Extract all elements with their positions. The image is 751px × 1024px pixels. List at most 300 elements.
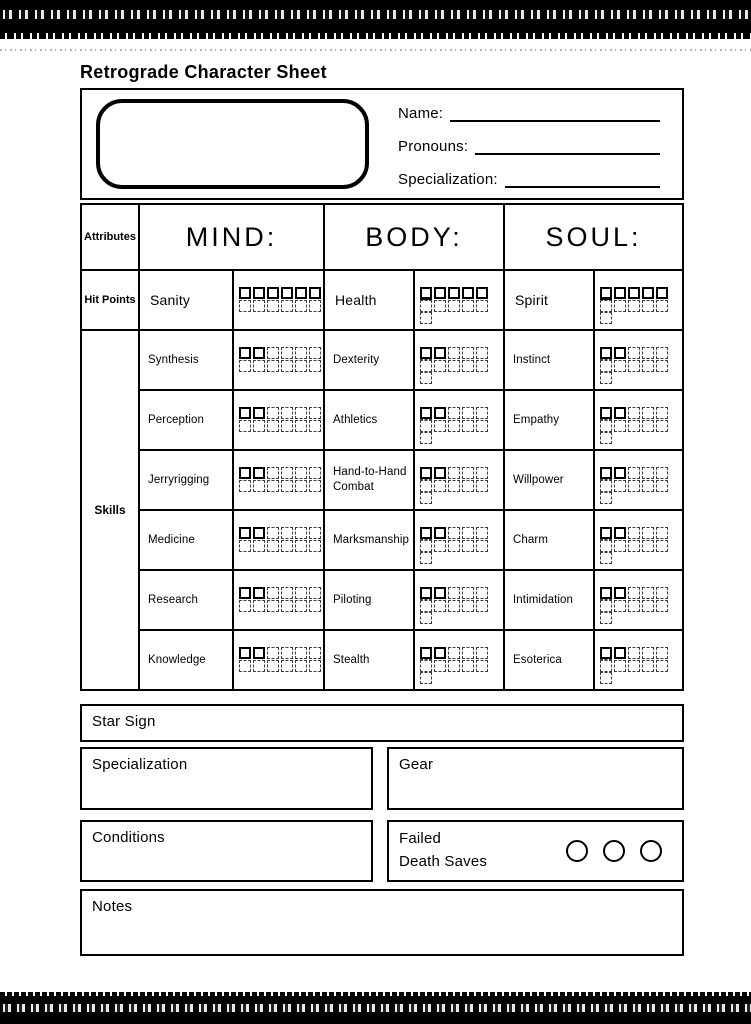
- dashed-checkbox[interactable]: [642, 347, 654, 359]
- dashed-checkbox[interactable]: [642, 480, 654, 492]
- skill-jerryrigging-boxes: [234, 451, 323, 509]
- skill-perception-boxes: [234, 391, 323, 449]
- dashed-checkbox[interactable]: [253, 360, 265, 372]
- dashed-checkbox[interactable]: [642, 660, 654, 672]
- dashed-checkbox[interactable]: [267, 660, 279, 672]
- solid-checkbox[interactable]: [253, 407, 265, 419]
- dashed-checkbox[interactable]: [476, 587, 488, 599]
- dashed-checkbox[interactable]: [434, 480, 446, 492]
- decorative-border-bottom: [0, 992, 751, 1024]
- dashed-checkbox[interactable]: [448, 360, 460, 372]
- dashed-checkbox[interactable]: [628, 420, 640, 432]
- solid-checkbox[interactable]: [656, 287, 668, 299]
- notes-label: Notes: [92, 898, 133, 915]
- dashed-checkbox[interactable]: [614, 600, 626, 612]
- dashed-checkbox[interactable]: [267, 527, 279, 539]
- dashed-checkbox[interactable]: [448, 660, 460, 672]
- solid-checkbox[interactable]: [434, 647, 446, 659]
- dashed-checkbox[interactable]: [448, 527, 460, 539]
- dashed-checkbox[interactable]: [295, 647, 307, 659]
- dashed-checkbox[interactable]: [656, 600, 668, 612]
- skill-research-boxes: [234, 571, 323, 629]
- skill-hand-to-hand-combat-boxes: [415, 451, 503, 509]
- dashed-checkbox[interactable]: [239, 540, 251, 552]
- skill-piloting-label: Piloting: [325, 571, 413, 629]
- skill-esoterica-label: Esoterica: [505, 631, 593, 689]
- dashed-checkbox[interactable]: [462, 647, 474, 659]
- solid-checkbox[interactable]: [253, 467, 265, 479]
- dashed-checkbox[interactable]: [309, 407, 321, 419]
- solid-checkbox[interactable]: [309, 287, 321, 299]
- dashed-checkbox[interactable]: [628, 527, 640, 539]
- character-portrait-box[interactable]: [96, 99, 369, 189]
- dashed-checkbox[interactable]: [267, 300, 279, 312]
- attributes-skills-table: [80, 203, 684, 691]
- name-label: Name:: [398, 105, 444, 122]
- dashed-checkbox[interactable]: [600, 372, 612, 384]
- name-field-row: [398, 97, 660, 122]
- solid-checkbox[interactable]: [295, 287, 307, 299]
- skill-dexterity-label: Dexterity: [325, 331, 413, 389]
- dashed-checkbox[interactable]: [295, 540, 307, 552]
- dashed-checkbox[interactable]: [642, 527, 654, 539]
- dashed-checkbox[interactable]: [434, 360, 446, 372]
- dashed-checkbox[interactable]: [656, 300, 668, 312]
- dashed-checkbox[interactable]: [656, 480, 668, 492]
- solid-checkbox[interactable]: [448, 287, 460, 299]
- skill-piloting-boxes: [415, 571, 503, 629]
- dashed-checkbox[interactable]: [267, 600, 279, 612]
- solid-checkbox[interactable]: [253, 587, 265, 599]
- dashed-checkbox[interactable]: [239, 420, 251, 432]
- death-save-circle[interactable]: [566, 840, 588, 862]
- solid-checkbox[interactable]: [600, 347, 612, 359]
- dashed-checkbox[interactable]: [476, 647, 488, 659]
- dashed-checkbox[interactable]: [600, 600, 612, 612]
- dashed-checkbox[interactable]: [448, 647, 460, 659]
- skill-willpower-label: Willpower: [505, 451, 593, 509]
- dashed-checkbox[interactable]: [295, 660, 307, 672]
- hit-points-row-label: Hit Points: [82, 271, 138, 329]
- dashed-checkbox[interactable]: [476, 360, 488, 372]
- solid-checkbox[interactable]: [253, 347, 265, 359]
- dashed-checkbox[interactable]: [656, 420, 668, 432]
- dashed-checkbox[interactable]: [267, 587, 279, 599]
- dashed-checkbox[interactable]: [253, 660, 265, 672]
- dashed-checkbox[interactable]: [628, 360, 640, 372]
- dashed-checkbox[interactable]: [420, 672, 432, 684]
- dashed-checkbox[interactable]: [309, 420, 321, 432]
- dashed-checkbox[interactable]: [476, 480, 488, 492]
- dashed-checkbox[interactable]: [434, 600, 446, 612]
- solid-checkbox[interactable]: [420, 587, 432, 599]
- dashed-checkbox[interactable]: [420, 360, 432, 372]
- dashed-checkbox[interactable]: [309, 467, 321, 479]
- dashed-checkbox[interactable]: [281, 347, 293, 359]
- dashed-checkbox[interactable]: [628, 407, 640, 419]
- dashed-checkbox[interactable]: [462, 600, 474, 612]
- page-title: Retrograde Character Sheet: [80, 62, 327, 82]
- dashed-checkbox[interactable]: [295, 587, 307, 599]
- solid-checkbox[interactable]: [420, 407, 432, 419]
- skill-synthesis-label: Synthesis: [140, 331, 232, 389]
- dashed-checkbox[interactable]: [267, 540, 279, 552]
- solid-checkbox[interactable]: [628, 287, 640, 299]
- solid-checkbox[interactable]: [614, 587, 626, 599]
- attribute-mind[interactable]: MIND:: [140, 205, 323, 269]
- dashed-checkbox[interactable]: [267, 467, 279, 479]
- dashed-checkbox[interactable]: [281, 600, 293, 612]
- dashed-checkbox[interactable]: [267, 360, 279, 372]
- hit-point-spirit-label: Spirit: [505, 271, 593, 329]
- dashed-checkbox[interactable]: [462, 420, 474, 432]
- dashed-checkbox[interactable]: [628, 647, 640, 659]
- dashed-checkbox[interactable]: [462, 480, 474, 492]
- dashed-checkbox[interactable]: [281, 480, 293, 492]
- skill-medicine-label: Medicine: [140, 511, 232, 569]
- dashed-checkbox[interactable]: [281, 360, 293, 372]
- faint-divider-line: [0, 49, 751, 52]
- solid-checkbox[interactable]: [614, 467, 626, 479]
- dashed-checkbox[interactable]: [600, 300, 612, 312]
- dashed-checkbox[interactable]: [253, 480, 265, 492]
- attributes-row-label: Attributes: [82, 205, 138, 269]
- dashed-checkbox[interactable]: [600, 660, 612, 672]
- dashed-checkbox[interactable]: [656, 647, 668, 659]
- dashed-checkbox[interactable]: [295, 420, 307, 432]
- dashed-checkbox[interactable]: [309, 600, 321, 612]
- dashed-checkbox[interactable]: [295, 600, 307, 612]
- dashed-checkbox[interactable]: [656, 360, 668, 372]
- solid-checkbox[interactable]: [614, 347, 626, 359]
- dashed-checkbox[interactable]: [656, 540, 668, 552]
- dashed-checkbox[interactable]: [295, 480, 307, 492]
- solid-checkbox[interactable]: [434, 467, 446, 479]
- dashed-checkbox[interactable]: [295, 407, 307, 419]
- skill-willpower-boxes: [595, 451, 682, 509]
- star-sign-section[interactable]: [80, 704, 684, 742]
- dashed-checkbox[interactable]: [253, 600, 265, 612]
- dashed-checkbox[interactable]: [600, 360, 612, 372]
- dashed-checkbox[interactable]: [309, 480, 321, 492]
- solid-checkbox[interactable]: [420, 647, 432, 659]
- conditions-section[interactable]: [80, 820, 373, 882]
- dashed-checkbox[interactable]: [476, 540, 488, 552]
- dashed-checkbox[interactable]: [420, 480, 432, 492]
- death-save-circle[interactable]: [603, 840, 625, 862]
- solid-checkbox[interactable]: [614, 647, 626, 659]
- skill-charm-boxes: [595, 511, 682, 569]
- solid-checkbox[interactable]: [239, 647, 251, 659]
- dashed-checkbox[interactable]: [434, 300, 446, 312]
- solid-checkbox[interactable]: [267, 287, 279, 299]
- dashed-checkbox[interactable]: [628, 300, 640, 312]
- dashed-checkbox[interactable]: [420, 552, 432, 564]
- solid-checkbox[interactable]: [600, 587, 612, 599]
- dashed-checkbox[interactable]: [239, 300, 251, 312]
- dashed-checkbox[interactable]: [434, 420, 446, 432]
- skill-charm-label: Charm: [505, 511, 593, 569]
- dashed-checkbox[interactable]: [628, 347, 640, 359]
- dashed-checkbox[interactable]: [420, 660, 432, 672]
- dashed-checkbox[interactable]: [656, 347, 668, 359]
- solid-checkbox[interactable]: [600, 647, 612, 659]
- solid-checkbox[interactable]: [434, 287, 446, 299]
- dashed-checkbox[interactable]: [628, 480, 640, 492]
- dashed-checkbox[interactable]: [281, 647, 293, 659]
- dashed-checkbox[interactable]: [253, 420, 265, 432]
- dashed-checkbox[interactable]: [448, 587, 460, 599]
- dashed-checkbox[interactable]: [462, 660, 474, 672]
- skill-athletics-label: Athletics: [325, 391, 413, 449]
- skill-intimidation-boxes: [595, 571, 682, 629]
- solid-checkbox[interactable]: [434, 587, 446, 599]
- dashed-checkbox[interactable]: [462, 407, 474, 419]
- dashed-checkbox[interactable]: [420, 372, 432, 384]
- dashed-checkbox[interactable]: [267, 407, 279, 419]
- dashed-checkbox[interactable]: [656, 407, 668, 419]
- failed-death-saves-section: [387, 820, 684, 882]
- dashed-checkbox[interactable]: [462, 360, 474, 372]
- attribute-soul[interactable]: SOUL:: [505, 205, 682, 269]
- skill-instinct-label: Instinct: [505, 331, 593, 389]
- dashed-checkbox[interactable]: [281, 540, 293, 552]
- dashed-checkbox[interactable]: [281, 407, 293, 419]
- dashed-checkbox[interactable]: [462, 347, 474, 359]
- dashed-checkbox[interactable]: [462, 300, 474, 312]
- dashed-checkbox[interactable]: [281, 300, 293, 312]
- skill-marksmanship-label: Marksmanship: [325, 511, 413, 569]
- dashed-checkbox[interactable]: [628, 467, 640, 479]
- solid-checkbox[interactable]: [600, 407, 612, 419]
- dashed-checkbox[interactable]: [600, 672, 612, 684]
- skill-athletics-boxes: [415, 391, 503, 449]
- dashed-checkbox[interactable]: [642, 407, 654, 419]
- dashed-checkbox[interactable]: [309, 360, 321, 372]
- dashed-checkbox[interactable]: [656, 527, 668, 539]
- solid-checkbox[interactable]: [239, 467, 251, 479]
- solid-checkbox[interactable]: [476, 287, 488, 299]
- dashed-checkbox[interactable]: [295, 527, 307, 539]
- dashed-checkbox[interactable]: [642, 300, 654, 312]
- dashed-checkbox[interactable]: [600, 420, 612, 432]
- dashed-checkbox[interactable]: [614, 300, 626, 312]
- dashed-checkbox[interactable]: [448, 300, 460, 312]
- solid-checkbox[interactable]: [239, 587, 251, 599]
- dashed-checkbox[interactable]: [642, 360, 654, 372]
- dashed-checkbox[interactable]: [656, 467, 668, 479]
- dashed-checkbox[interactable]: [600, 432, 612, 444]
- skill-knowledge-label: Knowledge: [140, 631, 232, 689]
- solid-checkbox[interactable]: [614, 287, 626, 299]
- dashed-checkbox[interactable]: [600, 480, 612, 492]
- dashed-checkbox[interactable]: [476, 347, 488, 359]
- dashed-checkbox[interactable]: [448, 407, 460, 419]
- dashed-checkbox[interactable]: [267, 420, 279, 432]
- failed-death-saves-label-line1: Failed: [399, 830, 442, 847]
- specialization-section[interactable]: [80, 747, 373, 810]
- solid-checkbox[interactable]: [420, 347, 432, 359]
- dashed-checkbox[interactable]: [420, 612, 432, 624]
- dashed-checkbox[interactable]: [420, 312, 432, 324]
- dashed-checkbox[interactable]: [239, 660, 251, 672]
- dashed-checkbox[interactable]: [476, 300, 488, 312]
- dashed-checkbox[interactable]: [309, 647, 321, 659]
- dashed-checkbox[interactable]: [267, 480, 279, 492]
- solid-checkbox[interactable]: [434, 407, 446, 419]
- dashed-checkbox[interactable]: [628, 587, 640, 599]
- dashed-checkbox[interactable]: [462, 587, 474, 599]
- dashed-checkbox[interactable]: [281, 660, 293, 672]
- dashed-checkbox[interactable]: [600, 492, 612, 504]
- solid-checkbox[interactable]: [253, 287, 265, 299]
- dashed-checkbox[interactable]: [656, 587, 668, 599]
- dashed-checkbox[interactable]: [448, 540, 460, 552]
- solid-checkbox[interactable]: [239, 287, 251, 299]
- dashed-checkbox[interactable]: [628, 660, 640, 672]
- dashed-checkbox[interactable]: [614, 360, 626, 372]
- solid-checkbox[interactable]: [600, 467, 612, 479]
- skills-row-label: Skills: [82, 331, 138, 689]
- dashed-checkbox[interactable]: [434, 660, 446, 672]
- attribute-body[interactable]: BODY:: [325, 205, 503, 269]
- notes-section[interactable]: [80, 889, 684, 956]
- solid-checkbox[interactable]: [434, 347, 446, 359]
- dashed-checkbox[interactable]: [448, 420, 460, 432]
- dashed-checkbox[interactable]: [448, 347, 460, 359]
- dashed-checkbox[interactable]: [628, 600, 640, 612]
- solid-checkbox[interactable]: [462, 287, 474, 299]
- dashed-checkbox[interactable]: [420, 300, 432, 312]
- solid-checkbox[interactable]: [239, 407, 251, 419]
- dashed-checkbox[interactable]: [420, 492, 432, 504]
- dashed-checkbox[interactable]: [476, 660, 488, 672]
- dashed-checkbox[interactable]: [253, 540, 265, 552]
- dashed-checkbox[interactable]: [267, 347, 279, 359]
- pronouns-label: Pronouns:: [398, 138, 469, 155]
- dashed-checkbox[interactable]: [476, 467, 488, 479]
- skill-stealth-boxes: [415, 631, 503, 689]
- dashed-checkbox[interactable]: [281, 587, 293, 599]
- dashed-checkbox[interactable]: [448, 467, 460, 479]
- dashed-checkbox[interactable]: [239, 600, 251, 612]
- dashed-checkbox[interactable]: [309, 660, 321, 672]
- dashed-checkbox[interactable]: [281, 420, 293, 432]
- solid-checkbox[interactable]: [642, 287, 654, 299]
- dashed-checkbox[interactable]: [295, 300, 307, 312]
- dashed-checkbox[interactable]: [614, 540, 626, 552]
- dashed-checkbox[interactable]: [309, 587, 321, 599]
- dashed-checkbox[interactable]: [239, 480, 251, 492]
- dashed-checkbox[interactable]: [295, 467, 307, 479]
- dashed-checkbox[interactable]: [420, 600, 432, 612]
- name-input-line[interactable]: [450, 102, 660, 122]
- dashed-checkbox[interactable]: [600, 312, 612, 324]
- solid-checkbox[interactable]: [253, 527, 265, 539]
- dashed-checkbox[interactable]: [628, 540, 640, 552]
- dashed-checkbox[interactable]: [281, 467, 293, 479]
- solid-checkbox[interactable]: [253, 647, 265, 659]
- skill-dexterity-boxes: [415, 331, 503, 389]
- dashed-checkbox[interactable]: [642, 467, 654, 479]
- dashed-checkbox[interactable]: [448, 480, 460, 492]
- dashed-checkbox[interactable]: [448, 600, 460, 612]
- specialization-section-label: Specialization: [92, 756, 188, 773]
- dashed-checkbox[interactable]: [600, 540, 612, 552]
- skill-knowledge-boxes: [234, 631, 323, 689]
- dashed-checkbox[interactable]: [476, 420, 488, 432]
- solid-checkbox[interactable]: [420, 527, 432, 539]
- dashed-checkbox[interactable]: [420, 420, 432, 432]
- solid-checkbox[interactable]: [614, 407, 626, 419]
- specialization-input-line[interactable]: [505, 168, 660, 188]
- dashed-checkbox[interactable]: [476, 600, 488, 612]
- solid-checkbox[interactable]: [614, 527, 626, 539]
- solid-checkbox[interactable]: [434, 527, 446, 539]
- dashed-checkbox[interactable]: [600, 612, 612, 624]
- solid-checkbox[interactable]: [600, 287, 612, 299]
- dashed-checkbox[interactable]: [420, 540, 432, 552]
- skill-perception-label: Perception: [140, 391, 232, 449]
- dashed-checkbox[interactable]: [642, 647, 654, 659]
- death-save-circle[interactable]: [640, 840, 662, 862]
- death-save-circles: [551, 822, 662, 880]
- dashed-checkbox[interactable]: [642, 600, 654, 612]
- dashed-checkbox[interactable]: [281, 527, 293, 539]
- dashed-checkbox[interactable]: [295, 360, 307, 372]
- skill-jerryrigging-label: Jerryrigging: [140, 451, 232, 509]
- solid-checkbox[interactable]: [420, 287, 432, 299]
- dashed-checkbox[interactable]: [309, 540, 321, 552]
- dashed-checkbox[interactable]: [462, 467, 474, 479]
- skill-instinct-boxes: [595, 331, 682, 389]
- dashed-checkbox[interactable]: [434, 540, 446, 552]
- dashed-checkbox[interactable]: [476, 527, 488, 539]
- solid-checkbox[interactable]: [600, 527, 612, 539]
- dashed-checkbox[interactable]: [462, 540, 474, 552]
- dashed-checkbox[interactable]: [462, 527, 474, 539]
- dashed-checkbox[interactable]: [656, 660, 668, 672]
- dashed-checkbox[interactable]: [614, 420, 626, 432]
- solid-checkbox[interactable]: [281, 287, 293, 299]
- dashed-checkbox[interactable]: [642, 420, 654, 432]
- solid-checkbox[interactable]: [420, 467, 432, 479]
- hit-point-health-label: Health: [325, 271, 413, 329]
- dashed-checkbox[interactable]: [309, 300, 321, 312]
- specialization-label: Specialization:: [398, 171, 498, 188]
- skill-synthesis-boxes: [234, 331, 323, 389]
- dashed-checkbox[interactable]: [642, 540, 654, 552]
- dashed-checkbox[interactable]: [309, 347, 321, 359]
- dashed-checkbox[interactable]: [253, 300, 265, 312]
- dashed-checkbox[interactable]: [614, 660, 626, 672]
- dashed-checkbox[interactable]: [309, 527, 321, 539]
- dashed-checkbox[interactable]: [239, 360, 251, 372]
- dashed-checkbox[interactable]: [614, 480, 626, 492]
- dashed-checkbox[interactable]: [267, 647, 279, 659]
- solid-checkbox[interactable]: [239, 347, 251, 359]
- dashed-checkbox[interactable]: [420, 432, 432, 444]
- skill-medicine-boxes: [234, 511, 323, 569]
- pronouns-input-line[interactable]: [475, 135, 660, 155]
- solid-checkbox[interactable]: [239, 527, 251, 539]
- dashed-checkbox[interactable]: [295, 347, 307, 359]
- dashed-checkbox[interactable]: [476, 407, 488, 419]
- specialization-field-row: [398, 163, 660, 188]
- dashed-checkbox[interactable]: [600, 552, 612, 564]
- gear-section[interactable]: [387, 747, 684, 810]
- dashed-checkbox[interactable]: [642, 587, 654, 599]
